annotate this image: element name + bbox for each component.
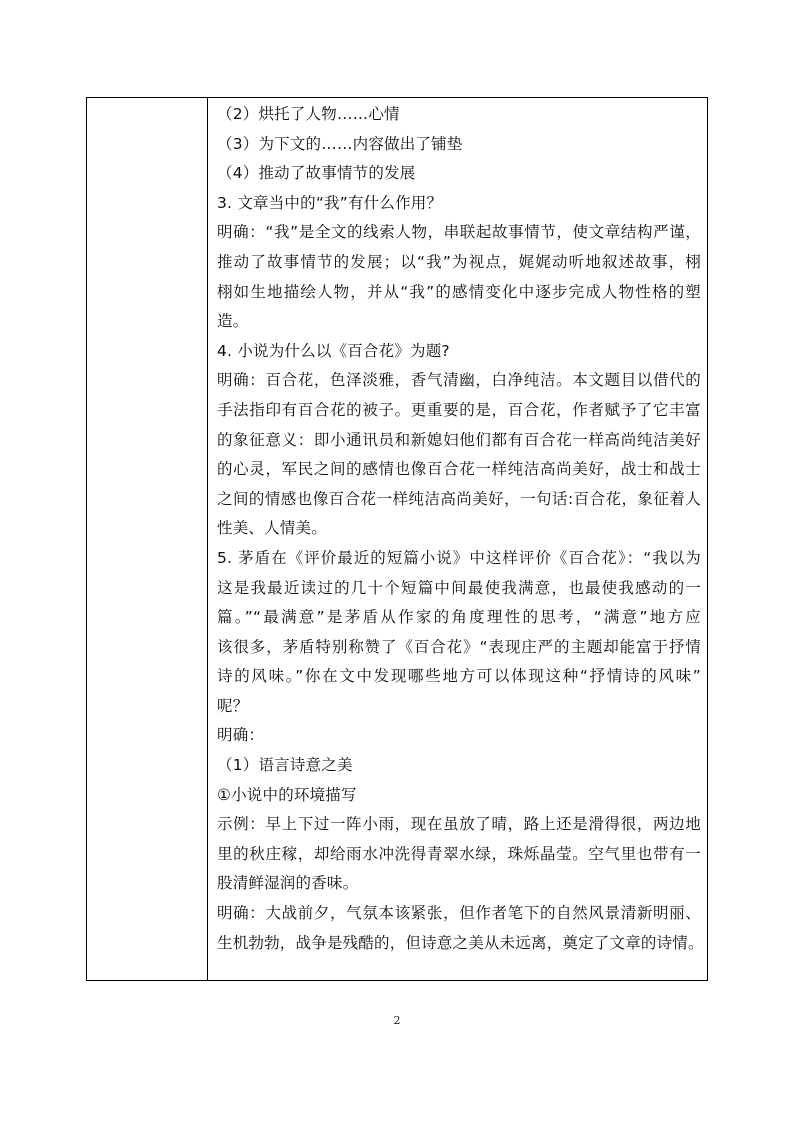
text-line: 手法指印有百合花的被子。更重要的是，百合花，作者赋予了它丰富: [217, 400, 701, 419]
text-line: 该很多，茅盾特别称赞了《百合花》“表现庄严的主题却能富于抒情: [217, 637, 701, 656]
text-line: （2）烘托了人物……心情: [217, 105, 400, 123]
text-line: 性美、人情美。: [217, 519, 327, 538]
text-line: 明确：“我”是全文的线索人物，串联起故事情节，使文章结构严谨，: [217, 223, 701, 242]
text-line: 的心灵，军民之间的感情也像百合花一样纯洁高尚美好，战士和战士: [217, 460, 701, 479]
text-line: 篇。”“最满意”是茅盾从作家的角度理性的思考，“满意”地方应: [217, 608, 701, 627]
text-line: （4）推动了故事情节的发展: [217, 164, 416, 183]
text-line: 示例：早上下过一阵小雨，现在虽放了晴，路上还是滑得很，两边地: [217, 815, 701, 834]
text-line: 4. 小说为什么以《百合花》为题?: [217, 341, 450, 360]
table-left-column: [87, 98, 208, 980]
text-line: （1）语言诗意之美: [217, 756, 353, 775]
text-line: 诗的风味。”你在文中发现哪些地方可以体现这种“抒情诗的风味”: [217, 667, 701, 686]
text-line: （3）为下文的……内容做出了铺垫: [217, 134, 463, 153]
text-line: 生机勃勃，战争是残酷的，但诗意之美从未远离，奠定了文章的诗情。: [217, 933, 704, 952]
text-line: 里的秋庄稼，却给雨水冲洗得青翠水绿，珠烁晶莹。空气里也带有一: [217, 844, 701, 863]
text-line: 这是我最近读过的几十个短篇中间最使我满意，也最使我感动的一: [217, 578, 701, 597]
text-line: 之间的情感也像百合花一样纯洁高尚美好，一句话:百合花，象征着人: [217, 489, 701, 508]
text-line: ①小说中的环境描写: [217, 785, 357, 804]
text-line: 的象征意义：即小通讯员和新媳妇他们都有百合花一样高尚纯洁美好: [217, 430, 701, 449]
text-line: 明确：大战前夕，气氛本该紧张，但作者笔下的自然风景清新明丽、: [217, 904, 701, 923]
text-line: 3. 文章当中的“我”有什么作用？: [217, 193, 443, 212]
lesson-table: [86, 97, 708, 981]
table-content-cell: [208, 98, 707, 980]
text-line: 栩如生地描绘人物，并从“我”的感情变化中逐步完成人物性格的塑: [217, 282, 701, 301]
page-number: 2: [393, 1014, 401, 1027]
text-line: 股清鲜湿润的香味。: [217, 874, 359, 893]
text-line: 明确：: [217, 726, 265, 745]
text-line: 造。: [217, 312, 249, 331]
text-line: 5. 茅盾在《评价最近的短篇小说》中这样评价《百合花》：“我以为: [217, 548, 701, 567]
text-line: 呢？: [217, 696, 249, 715]
text-line: 明确：百合花，色泽淡雅，香气清幽，白净纯洁。本文题目以借代的: [217, 371, 701, 390]
text-line: 推动了故事情节的发展；以“我”为视点，娓娓动听地叙述故事，栩: [217, 252, 701, 271]
